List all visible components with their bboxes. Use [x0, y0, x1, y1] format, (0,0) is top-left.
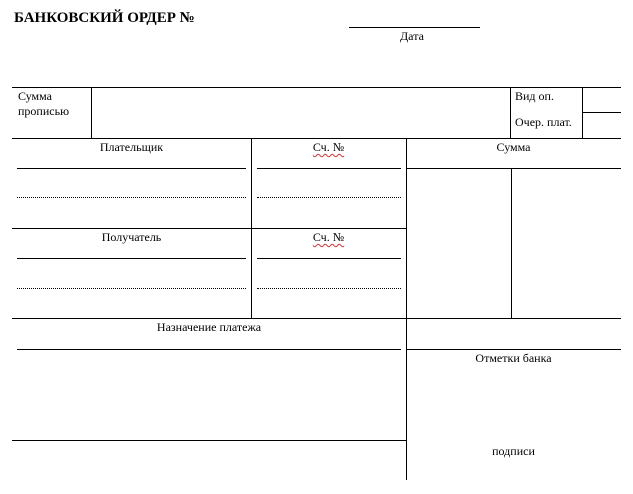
sum-inner-divider	[511, 168, 512, 318]
payer-label: Плательщик	[99, 140, 164, 154]
date-label: Дата	[400, 29, 424, 43]
amount-words-divider	[91, 87, 92, 138]
op-type-separator	[582, 112, 621, 113]
purpose-bottom-border	[12, 440, 406, 441]
account-sum-divider	[406, 138, 407, 480]
document-title: БАНКОВСКИЙ ОРДЕР №	[14, 10, 195, 26]
sum-header-line	[406, 168, 621, 169]
main-table-top-border	[12, 138, 621, 139]
amount-words-label-2: прописью	[18, 104, 70, 118]
recipient-account-text: Сч. №	[312, 230, 345, 244]
recipient-account-label	[251, 230, 406, 244]
recipient-name-dotted-line	[17, 288, 246, 289]
op-type-left-divider	[510, 87, 511, 138]
purpose-top-border	[12, 318, 621, 319]
recipient-account-line	[257, 258, 401, 259]
recipient-top-border	[12, 228, 406, 229]
payer-account-text: Сч. №	[312, 140, 345, 154]
recipient-account-dotted-line	[257, 288, 401, 289]
signatures-label: подписи	[492, 444, 535, 458]
date-field-line	[349, 27, 480, 28]
recipient-name-line	[17, 258, 246, 259]
purpose-line	[17, 349, 401, 350]
recipient-label: Получатель	[101, 230, 162, 244]
form-top-border	[12, 87, 621, 88]
payer-account-dotted-line	[257, 197, 401, 198]
payment-priority-label: Очер. плат.	[515, 115, 572, 129]
bank-marks-top-border	[406, 349, 621, 350]
payer-account-label	[251, 140, 406, 154]
op-type-label: Вид оп.	[515, 89, 554, 103]
payer-account-line	[257, 168, 401, 169]
amount-words-label-1: Сумма	[18, 89, 52, 103]
payer-name-line	[17, 168, 246, 169]
payer-name-dotted-line	[17, 197, 246, 198]
bank-marks-label: Отметки банка	[475, 351, 552, 365]
purpose-label: Назначение платежа	[156, 320, 262, 334]
sum-label: Сумма	[496, 140, 531, 154]
